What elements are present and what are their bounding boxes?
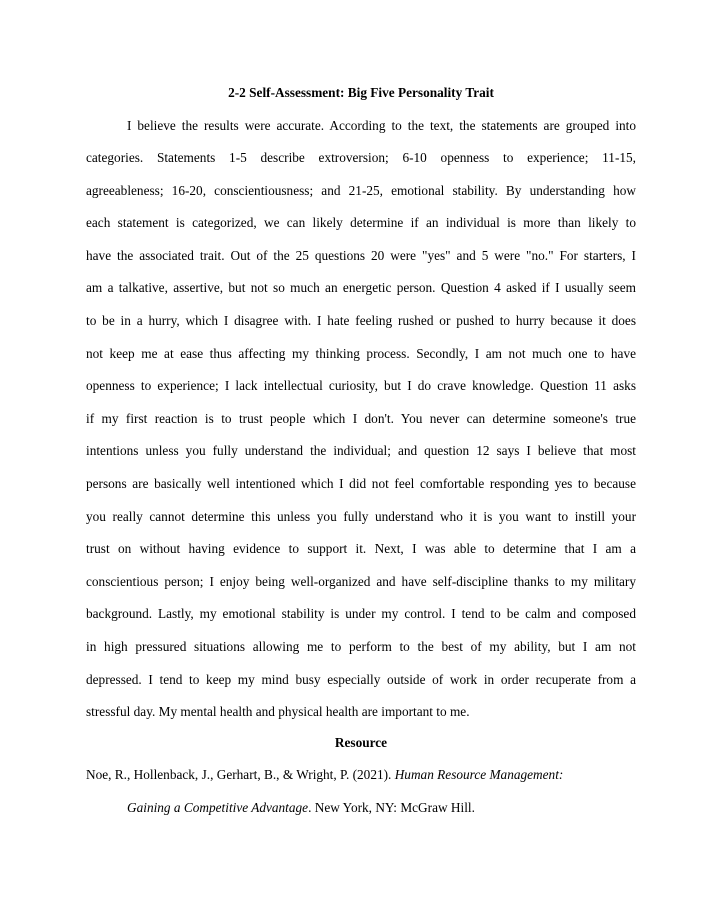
paragraph-line: openness to experience; I lack intellectual curiosity, but I do crave knowledge. Question 11 asks bbox=[86, 378, 636, 394]
paragraph-line: each statement is categorized, we can likely determine if an individual is more than likely to bbox=[86, 215, 636, 231]
paragraph-line: have the associated trait. Out of the 25 questions 20 were "yes" and 5 were "no." For starters, I bbox=[86, 247, 636, 263]
paragraph-line: am a talkative, assertive, but not so much an energetic person. Question 4 asked if I usually seem bbox=[86, 280, 636, 296]
reference-publisher: . New York, NY: McGraw Hill. bbox=[308, 799, 475, 815]
paragraph-line: in high pressured situations allowing me to perform to the best of my ability, but I am not bbox=[86, 639, 636, 654]
paragraph-line: stressful day. My mental health and physical health are important to me. bbox=[86, 704, 470, 720]
reference-entry bbox=[86, 766, 636, 817]
resource-heading: Resource bbox=[334, 735, 388, 750]
paragraph-line: depressed. I tend to keep my mind busy especially outside of work in order recuperate from a bbox=[86, 671, 636, 687]
reference-authors: Noe, R., Hollenback, J., Gerhart, B., & Wright, P. (2021). bbox=[86, 767, 395, 782]
paragraph-line: I believe the results were accurate. According to the text, the statements are grouped into bbox=[127, 117, 636, 133]
paragraph-line: to be in a hurry, which I disagree with. I hate feeling rushed or pushed to hurry because it does bbox=[86, 313, 636, 329]
reference-line bbox=[86, 766, 636, 799]
body-paragraph bbox=[86, 117, 636, 736]
paragraph-line: intentions unless you fully understand the individual; and question 12 says I believe that most bbox=[86, 443, 636, 459]
paragraph-line: agreeableness; 16-20, conscientiousness; and 21-25, emotional stability. By understanding how bbox=[86, 182, 636, 198]
reference-title-part2: Gaining a Competitive Advantage bbox=[127, 799, 309, 815]
document-title: 2-2 Self-Assessment: Big Five Personality Trait bbox=[228, 85, 494, 100]
paragraph-line: conscientious person; I enjoy being well-organized and have self-discipline thanks to my military bbox=[86, 573, 636, 589]
paragraph-line: categories. Statements 1-5 describe extroversion; 6-10 openness to experience; 11-15, bbox=[86, 150, 636, 166]
paragraph-line: background. Lastly, my emotional stability is under my control. I tend to be calm and composed bbox=[86, 606, 636, 622]
paragraph-line: if my first reaction is to trust people which I don't. You never can determine someone's true bbox=[86, 410, 636, 426]
paragraph-line: not keep me at ease thus affecting my thinking process. Secondly, I am not much one to have bbox=[86, 345, 636, 361]
paragraph-line: you really cannot determine this unless you fully understand who it is you want to instill your bbox=[86, 508, 636, 524]
reference-line-continued bbox=[86, 799, 636, 817]
paragraph-line: trust on without having evidence to support it. Next, I was able to determine that I am a bbox=[86, 541, 636, 557]
reference-title-part1: Human Resource Management: bbox=[394, 767, 564, 782]
paragraph-line: persons are basically well intentioned which I did not feel comfortable responding yes to because bbox=[86, 476, 636, 492]
